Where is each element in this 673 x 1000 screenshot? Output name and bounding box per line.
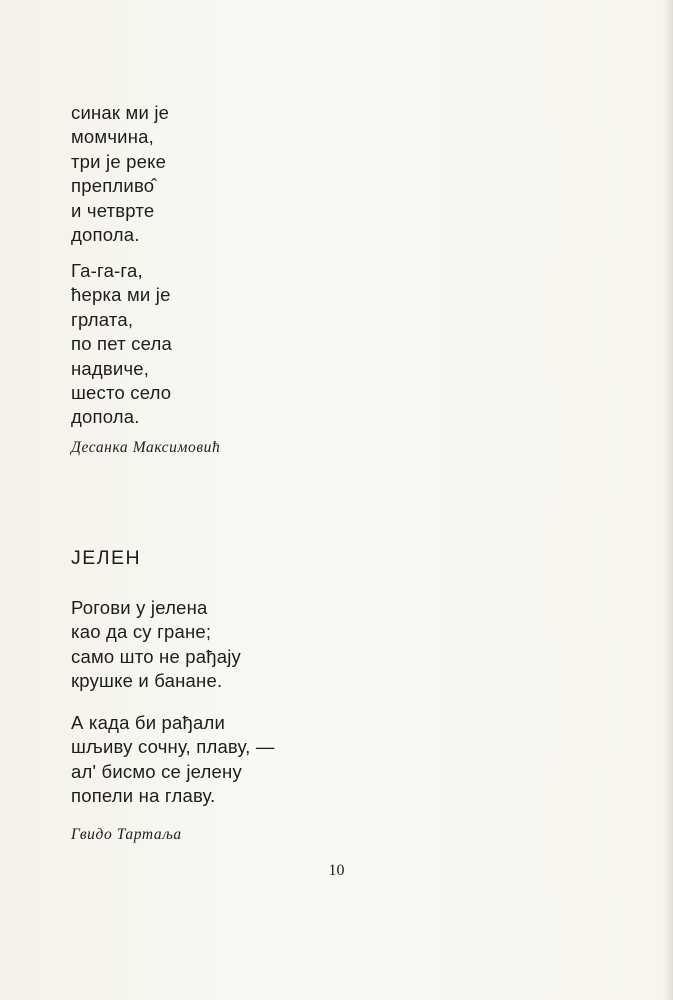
verse-line: по пет села <box>71 333 172 355</box>
poem-1-stanza-1 <box>71 101 169 247</box>
page-number: 10 <box>328 862 345 879</box>
verse-line: А када би рађали <box>71 712 226 733</box>
page-edge-shadow <box>663 0 673 1000</box>
verse-line: ћерка ми је <box>71 284 171 306</box>
poem-2-stanza-2 <box>71 711 275 809</box>
verse-line: допола. <box>71 224 140 246</box>
poem-2-title: ЈЕЛЕН <box>71 547 142 569</box>
verse-line: и четврте <box>71 199 155 221</box>
verse-line: синак ми је <box>71 102 170 123</box>
verse-line: момчина, <box>71 126 154 148</box>
verse-line: ал' бисмо се јелену <box>71 760 242 782</box>
verse-line: грлата, <box>71 308 134 330</box>
verse-line: крушке и банане. <box>71 670 223 692</box>
verse-line: допола. <box>71 406 140 428</box>
verse-line: три је реке <box>71 150 167 172</box>
poem-1-stanza-2 <box>71 259 172 430</box>
verse-line: попели на главу. <box>71 785 216 807</box>
verse-line: Рогови у јелена <box>71 597 208 618</box>
poem-2-author: Гвидо Тартаља <box>71 826 182 843</box>
poem-2-stanza-1 <box>71 596 241 694</box>
verse-line: шесто село <box>71 382 172 404</box>
verse-line: као да су гране; <box>71 621 212 643</box>
verse-line: само што не рађају <box>71 645 241 667</box>
verse-line: препливо̂ <box>71 175 155 197</box>
verse-line: Га-га-га, <box>71 260 143 281</box>
verse-line: шљиву сочну, плаву, — <box>71 736 275 758</box>
verse-line: надвиче, <box>71 357 150 379</box>
poem-1-author: Десанка Максимовић <box>71 439 221 456</box>
